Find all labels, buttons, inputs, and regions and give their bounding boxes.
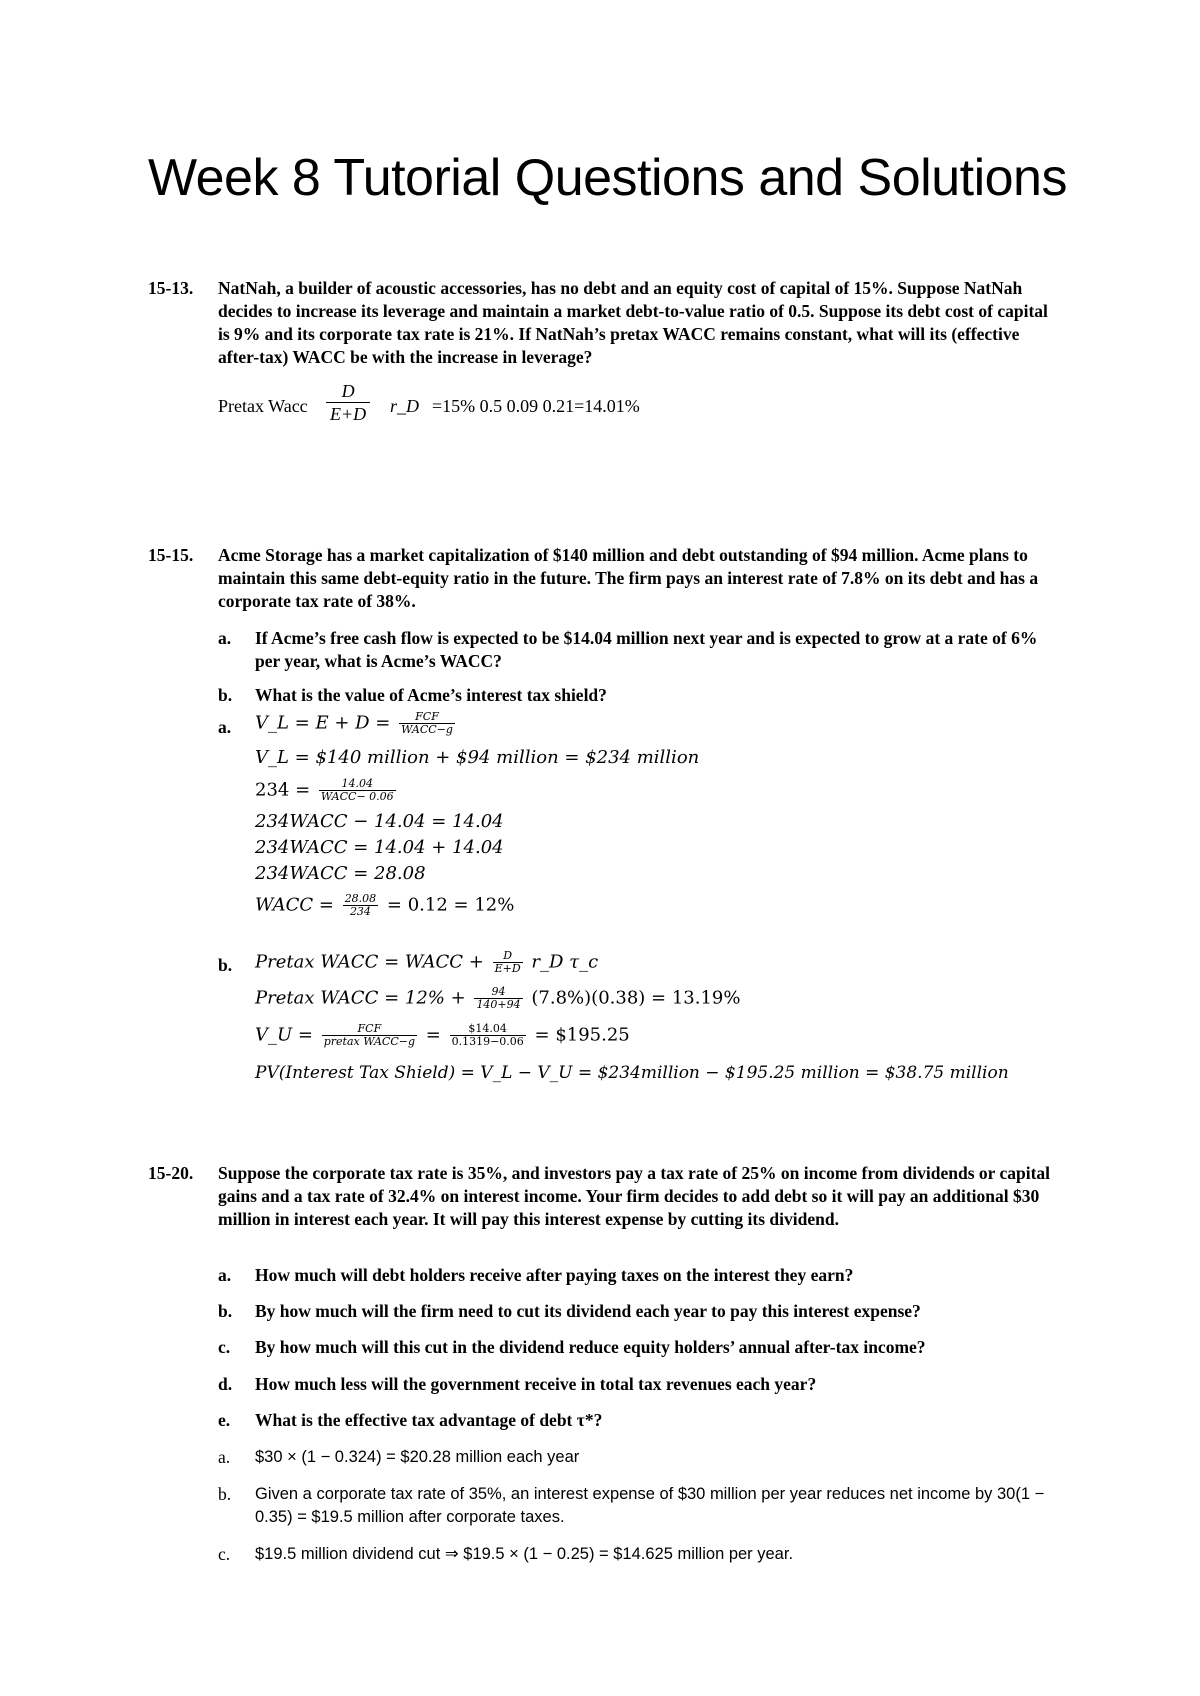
- debt-to-value-fraction: [326, 380, 370, 425]
- question-text: Suppose the corporate tax rate is 35%, and investors pay a tax rate of 25% on income from dividends or capital gains and a tax rate of 32.4% on interest income. Your firm decides to add debt so it will pay an additional $30 million in interest each year. It will pay this interest expense by cutting its dividend.: [218, 1163, 1051, 1229]
- pretax-wacc-result: =15% 0.5 0.09 0.21=14.01%: [432, 396, 640, 416]
- fraction-numerator: D: [326, 380, 370, 403]
- solution-a-line-1: [255, 711, 458, 736]
- equation-lhs: V_U =: [255, 1024, 313, 1046]
- debt-value-fraction: [493, 950, 523, 975]
- solution-letter: b.: [218, 1484, 232, 1504]
- solution-a-line-4: 234WACC − 14.04 = 14.04: [255, 811, 504, 832]
- subquestion-c: [218, 1336, 1058, 1359]
- subquestion-b: [218, 684, 1058, 707]
- subquestion-e: [218, 1409, 1058, 1432]
- wacc-fraction: [343, 893, 379, 918]
- equation-lhs: WACC =: [255, 894, 334, 916]
- solution-a-line-6: 234WACC = 28.08: [255, 863, 426, 884]
- subquestion-letter: b.: [218, 685, 233, 705]
- solution-a-line-5: 234WACC = 14.04 + 14.04: [255, 837, 504, 858]
- vu-fraction-numeric: [450, 1023, 526, 1048]
- fraction-denominator: 0.1319−0.06: [451, 1035, 524, 1048]
- solution-a-line-2: V_L = $140 million + $94 million = $234 million: [255, 747, 700, 768]
- debt-ratio-fraction: [474, 986, 522, 1011]
- subquestion-a: [218, 1264, 1058, 1287]
- subquestion-text: What is the value of Acme’s interest tax shield?: [255, 685, 607, 705]
- subquestion-text: If Acme’s free cash flow is expected to be $14.04 million next year and is expected to grow at a rate of 6% per year, what is Acme’s WACC?: [255, 628, 1038, 671]
- subquestion-text: By how much will this cut in the dividend reduce equity holders’ annual after-tax income?: [255, 1337, 926, 1357]
- subquestion-text: What is the effective tax advantage of debt τ*?: [255, 1410, 603, 1430]
- solution-text: Given a corporate tax rate of 35%, an interest expense of $30 million per year reduces net income by 30(1 − 0.35) = $19.5 million after corporate taxes.: [255, 1485, 1045, 1526]
- equation-lhs: Pretax WACC = 12% +: [255, 987, 466, 1009]
- equation-rhs: = 0.12 = 12%: [386, 894, 515, 916]
- equation-rhs: (7.8%)(0.38) = 13.19%: [531, 987, 741, 1009]
- solution-c: [218, 1543, 1068, 1566]
- solution-b: [218, 1483, 1068, 1529]
- fcf-over-wacc-fraction: [399, 711, 455, 736]
- fcf-fraction: [319, 778, 396, 803]
- page-title: Week 8 Tutorial Questions and Solutions: [148, 149, 1067, 207]
- fraction-numerator: FCF: [322, 1023, 417, 1036]
- solution-letter: a.: [218, 1447, 231, 1467]
- fraction-denominator: E+D: [330, 404, 367, 424]
- fraction-numerator: FCF: [399, 711, 455, 724]
- fraction-denominator: WACC−g: [401, 723, 453, 736]
- solution-a-line-3: [255, 778, 399, 803]
- fraction-denominator: E+D: [494, 962, 521, 975]
- subquestion-text: By how much will the firm need to cut its dividend each year to pay this interest expense?: [255, 1301, 921, 1321]
- subquestion-d: [218, 1373, 1058, 1396]
- question-text: Acme Storage has a market capitalization of $140 million and debt outstanding of $94 million. Acme plans to maintain this same debt-equity ratio in the future. The firm pays an interest rate of 7.8% on its debt and has a corporate tax rate of 38%.: [218, 545, 1039, 611]
- fraction-numerator: 94: [474, 986, 522, 999]
- fraction-denominator: 234: [349, 905, 371, 918]
- solution-a-line-7: [255, 893, 514, 918]
- fraction-numerator: $14.04: [450, 1023, 526, 1036]
- solution-text: $30 × (1 − 0.324) = $20.28 million each year: [255, 1448, 580, 1466]
- fraction-numerator: 14.04: [319, 778, 396, 791]
- subquestion-text: How much will debt holders receive after paying taxes on the interest they earn?: [255, 1265, 854, 1285]
- fraction-denominator: WACC− 0.06: [320, 790, 394, 803]
- question-text: NatNah, a builder of acoustic accessories, has no debt and an equity cost of capital of 15%. Suppose NatNah decides to increase its leverage and maintain a market debt-to-value ratio of 0.5. Suppose its debt cost of capital is 9% and its corporate tax rate is 21%. If NatNah’s pretax WACC remains constant, what will its (effective after-tax) WACC be with the increase in leverage?: [218, 278, 1048, 367]
- subquestion-letter: a.: [218, 1265, 232, 1285]
- debt-rate-symbol: r_D: [390, 396, 420, 416]
- equation-lhs: Pretax WACC = WACC +: [255, 951, 484, 973]
- solution-text: $19.5 million dividend cut ⇒ $19.5 × (1 − 0.25) = $14.625 million per year.: [255, 1545, 794, 1563]
- subquestion-letter: b.: [218, 1301, 233, 1321]
- fraction-denominator: pretax WACC−g: [323, 1035, 416, 1048]
- subquestion-b: [218, 1300, 1058, 1323]
- solution-b-line-4: PV(Interest Tax Shield) = V_L − V_U = $234million − $195.25 million = $38.75 million: [255, 1063, 1009, 1083]
- equals-sign: =: [425, 1024, 441, 1046]
- solution-letter: a.: [218, 717, 232, 737]
- vu-fraction-symbolic: [322, 1023, 417, 1048]
- subquestion-letter: c.: [218, 1337, 231, 1357]
- equation-rhs: r_D τ_c: [531, 951, 599, 973]
- solution-b-line-1: [255, 950, 598, 975]
- solution-letter: c.: [218, 1544, 231, 1564]
- equation-lhs: 234 =: [255, 779, 311, 801]
- question-number: 15-15.: [148, 545, 194, 565]
- solution-b-line-3: [255, 1023, 630, 1048]
- equation-rhs: = $195.25: [534, 1024, 630, 1046]
- fraction-denominator: 140+94: [476, 998, 521, 1011]
- solution-letter: b.: [218, 955, 233, 975]
- question-15-13: [148, 277, 1058, 369]
- question-number: 15-13.: [148, 278, 194, 298]
- subquestion-a: [218, 627, 1058, 673]
- solution-a: [218, 1446, 1068, 1469]
- subquestion-letter: e.: [218, 1410, 231, 1430]
- question-15-15: [148, 544, 1058, 613]
- question-number: 15-20.: [148, 1163, 194, 1183]
- subquestion-letter: a.: [218, 628, 232, 648]
- fraction-numerator: 28.08: [344, 892, 377, 905]
- fraction-numerator: D: [493, 950, 523, 963]
- equation-lhs: V_L = E + D =: [255, 712, 391, 734]
- pretax-wacc-label: Pretax Wacc: [218, 396, 308, 416]
- solution-b-line-2: [255, 986, 740, 1011]
- subquestion-text: How much less will the government receive in total tax revenues each year?: [255, 1374, 817, 1394]
- question-15-20: [148, 1162, 1058, 1231]
- subquestion-letter: d.: [218, 1374, 233, 1394]
